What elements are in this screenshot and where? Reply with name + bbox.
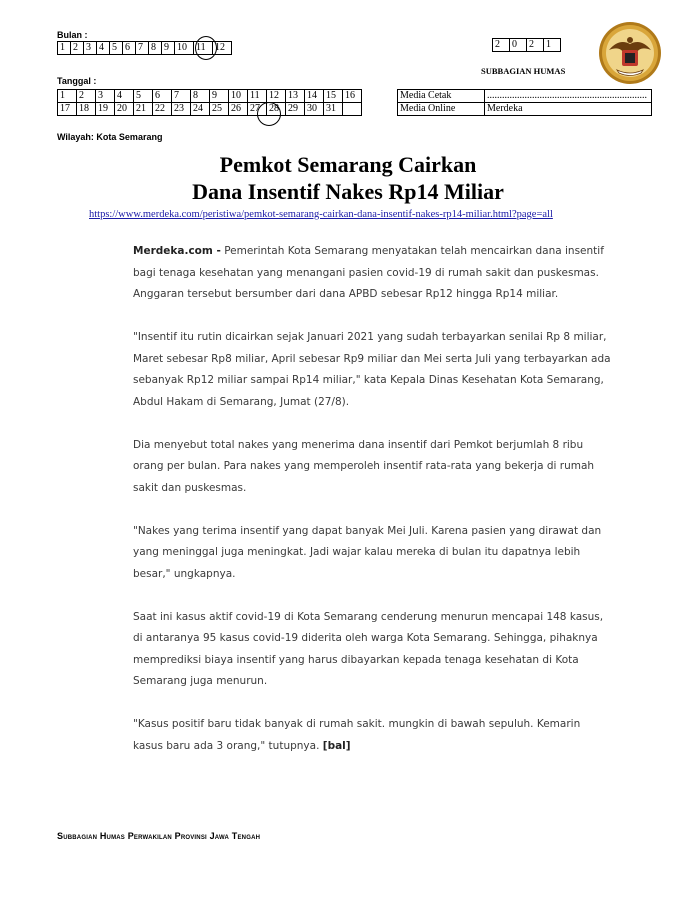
month-cell: 6 — [123, 42, 136, 55]
source-label: Merdeka.com - — [133, 245, 221, 257]
date-cell: 17 — [58, 103, 77, 116]
date-cell: 16 — [343, 90, 362, 103]
month-cell: 2 — [71, 42, 84, 55]
month-cell: 7 — [136, 42, 149, 55]
footer-text: Subbagian Humas Perwakilan Provinsi Jawa Tengah — [57, 831, 261, 841]
date-cell: 21 — [134, 103, 153, 116]
article-title-line1: Pemkot Semarang Cairkan — [219, 152, 477, 177]
date-cell: 3 — [96, 90, 115, 103]
media-cetak-value: ................................................................ — [485, 90, 652, 103]
date-cell: 14 — [305, 90, 324, 103]
month-cell: 11 — [194, 42, 213, 55]
article-title-line2: Dana Insentif Nakes Rp14 Miliar — [192, 179, 504, 204]
date-cell: 2 — [77, 90, 96, 103]
media-table — [397, 89, 652, 116]
year-digit-cell: 0 — [510, 39, 527, 52]
year-grid — [492, 38, 561, 52]
date-cell: 31 — [324, 103, 343, 116]
article-url-link[interactable]: https://www.merdeka.com/peristiwa/pemkot-semarang-cairkan-dana-insentif-nakes-rp14-miliar.html?page=all — [89, 209, 553, 220]
date-cell: 25 — [210, 103, 229, 116]
date-cell: 20 — [115, 103, 134, 116]
year-digit-cell: 2 — [527, 39, 544, 52]
unit-label: SUBBAGIAN HUMAS — [481, 66, 566, 76]
selected-month-circle — [195, 36, 217, 60]
date-cell: 24 — [191, 103, 210, 116]
author-tag: [bal] — [322, 739, 351, 752]
article-paragraph: Merdeka.com - Pemerintah Kota Semarang menyatakan telah mencairkan dana insentif bagi tenaga kesehatan yang menangani pasien covid-19 di rumah sakit dan puskesmas. Anggaran tersebut bersumber dari dana APBD sebesar Rp12 hingga Rp14 miliar. — [133, 245, 604, 300]
article-paragraph: "Nakes yang terima insentif yang dapat banyak Mei Juli. Karena pasien yang dirawat dan yang meninggal juga meningkat. Jadi wajar kalau mereka di bulan itu dapatnya lebih besar," ungkapnya. — [133, 524, 602, 580]
date-cell: 13 — [286, 90, 305, 103]
year-digit-cell: 2 — [493, 39, 510, 52]
date-cell — [343, 103, 362, 116]
date-cell: 12 — [267, 90, 286, 103]
date-cell: 28 — [267, 103, 286, 116]
date-cell: 5 — [134, 90, 153, 103]
date-cell: 1 — [58, 90, 77, 103]
date-cell: 29 — [286, 103, 305, 116]
month-cell: 5 — [110, 42, 123, 55]
year-digit-cell: 1 — [544, 39, 561, 52]
date-cell: 22 — [153, 103, 172, 116]
date-grid — [57, 89, 362, 116]
tanggal-label: Tanggal : — [57, 76, 97, 86]
month-cell: 12 — [213, 42, 232, 55]
date-cell: 6 — [153, 90, 172, 103]
date-cell: 9 — [210, 90, 229, 103]
media-online-label: Media Online — [398, 103, 485, 116]
media-online-value: Merdeka — [485, 103, 652, 116]
date-cell: 19 — [96, 103, 115, 116]
date-cell: 11 — [248, 90, 267, 103]
wilayah-label: Wilayah: Kota Semarang — [57, 132, 163, 142]
month-cell: 1 — [58, 42, 71, 55]
month-cell: 8 — [149, 42, 162, 55]
article-paragraph: "Kasus positif baru tidak banyak di rumah sakit. mungkin di bawah sepuluh. Kemarin kasus baru ada 3 orang," tutupnya. [bal] — [133, 718, 581, 752]
article-paragraph: "Insentif itu rutin dicairkan sejak Januari 2021 yang sudah terbayarkan senilai Rp 8 miliar, Maret sebesar Rp8 miliar, April sebesar Rp9 miliar dan Mei serta Juli yang terbayarkan ada sebanyak Rp12 miliar sampai Rp14 miliar," kata Kepala Dinas Kesehatan Kota Semarang, Abdul Hakam di Semarang, Jumat (27/8). — [133, 331, 611, 408]
article-paragraph: Saat ini kasus aktif covid-19 di Kota Semarang cenderung menurun mencapai 148 kasus, di antaranya 95 kasus covid-19 diderita oleh warga Kota Semarang. Sehingga, pihaknya memprediksi biaya insentif yang harus dibayarkan kepada tenaga kesehatan di Kota Semarang juga menurun. — [133, 610, 604, 687]
selected-date-circle — [257, 102, 281, 126]
month-cell: 9 — [162, 42, 175, 55]
date-cell: 26 — [229, 103, 248, 116]
date-cell: 27 — [248, 103, 267, 116]
date-cell: 7 — [172, 90, 191, 103]
month-cell: 4 — [97, 42, 110, 55]
bulan-label: Bulan : — [57, 30, 88, 40]
date-cell: 10 — [229, 90, 248, 103]
date-cell: 15 — [324, 90, 343, 103]
date-cell: 30 — [305, 103, 324, 116]
month-cell: 3 — [84, 42, 97, 55]
article-body — [133, 241, 613, 779]
date-cell: 18 — [77, 103, 96, 116]
date-cell: 4 — [115, 90, 134, 103]
media-cetak-label: Media Cetak — [398, 90, 485, 103]
article-paragraph: Dia menyebut total nakes yang menerima dana insentif dari Pemkot berjumlah 8 ribu orang per bulan. Para nakes yang memperoleh insentif rata-rata yang bekerja di rumah sakit dan puskesmas. — [133, 438, 595, 494]
month-cell: 10 — [175, 42, 194, 55]
garuda-emblem-icon — [597, 20, 663, 86]
date-cell: 8 — [191, 90, 210, 103]
date-cell: 23 — [172, 103, 191, 116]
